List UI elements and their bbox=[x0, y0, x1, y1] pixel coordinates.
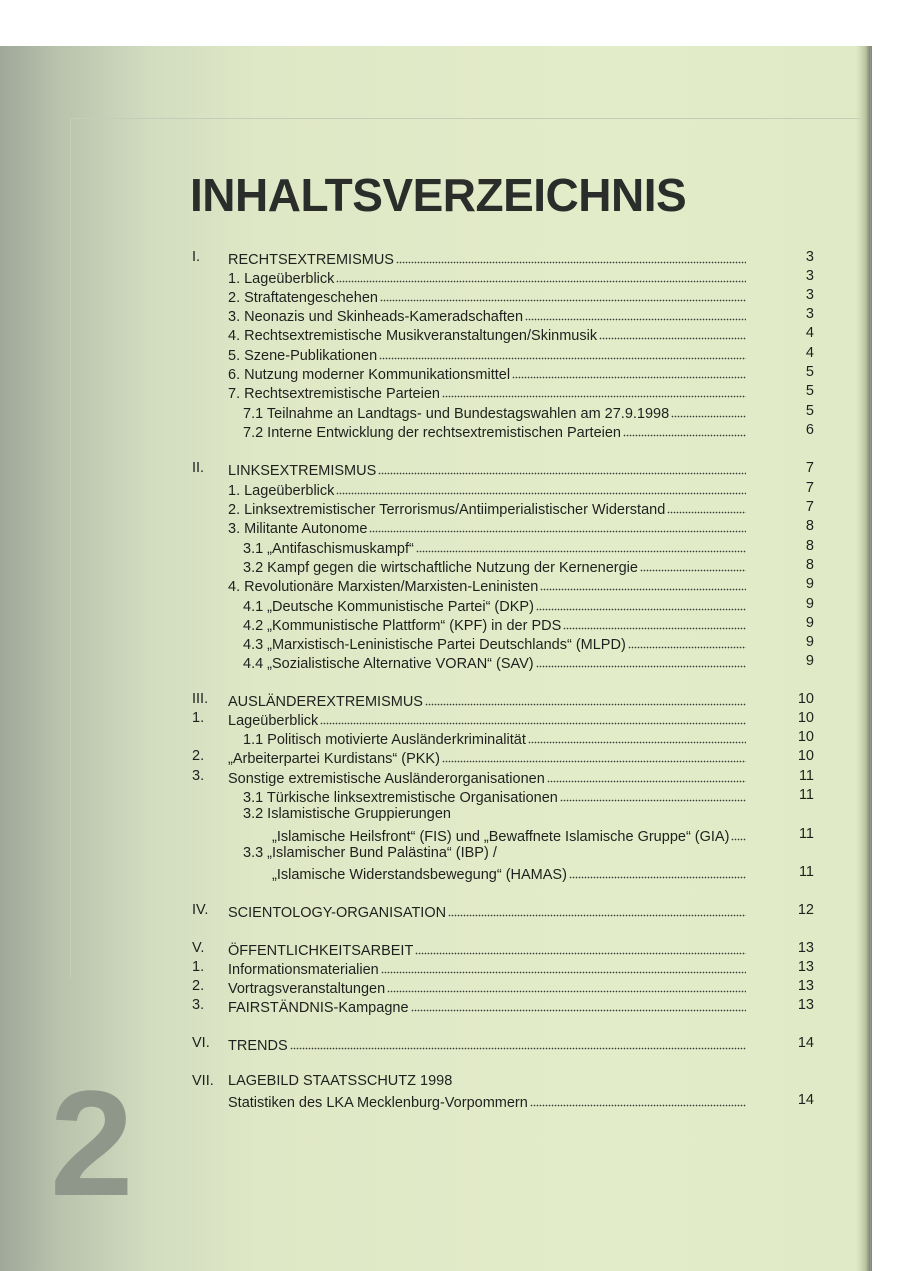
toc-page-number: 3 bbox=[805, 249, 814, 265]
toc-roman: IV. bbox=[192, 902, 209, 918]
toc-roman: I. bbox=[192, 249, 201, 265]
toc-roman: III. bbox=[192, 691, 209, 707]
toc-section-label: LINKSEXTREMISMUS bbox=[228, 463, 377, 479]
toc-section-label: SCIENTOLOGY-ORGANISATION bbox=[228, 905, 447, 921]
toc-section-label: LAGEBILD STAATSSCHUTZ 1998 bbox=[228, 1073, 453, 1089]
toc-roman: II. bbox=[192, 460, 205, 476]
toc-section-label: RECHTSEXTREMISMUS bbox=[228, 252, 394, 268]
toc-section-label: AUSLÄNDEREXTREMISMUS bbox=[228, 694, 423, 710]
toc-section-label: TRENDS bbox=[228, 1038, 288, 1054]
page-number: 2 bbox=[50, 1059, 134, 1227]
toc-section-label: ÖFFENTLICHKEITSARBEIT bbox=[228, 943, 414, 959]
table-of-contents: I. RECHTSEXTREMISMUS 3 1. Lageüberblick 3 2. Straftatengeschehen 3 3. Neonazis und Skinheads-Kameradschaften 3 4. Rechtsextremistische Musikveranstaltungen/Skinmusik 4 5. Szene-Publikationen 4 6. Nutzung moderner Kommunikationsmittel 5 7. Rechtsextremistische Parteien 5 7.1 Teilnahme an Landtags- und Bundestagswahlen am 27.9.1998 5 7.2 Interne Entwicklung der rechtsextremistischen Parteien 6 II. LINKSEXTREMISMUS 7 1. Lageüberblick 7 2. Linksextremistischer Terrorismus/Antiimperialistischer Widerstand 7 3. Militante Autonome 8 3.1 „Antifaschismuskampf“ 8 3.2 Kampf gegen die wirtschaftliche Nutzung der Kernenergie 8 4. Revolutionäre Marxisten/Marxisten-Leninisten 9 4.1 „Deutsche Kommunistische Partei“ (DKP) 9 4.2 „Kommunistische Plattform“ (KPF) in der PDS 9 4.3 „Marxistisch-Leninistische Partei Deutschlands“ (MLPD) 9 4.4 „Sozialistische Alternative VORAN“ (SAV) 9 III. AUSLÄNDEREXTREMISMUS 10 1. Lageüberblick 10 1.1 Politisch motivierte Ausländerkriminalität 10 2. „Arbeiterpartei Kurdistans“ (PKK) 10 3. Sonstige extremistische Ausländerorganisationen 11 3.1 Türkische linksextremistische Organisationen 11 3.2 Islamistische Gruppierungen „Islamische Heilsfront“ (FIS) und „Bewaffnete Islamische Gruppe“ (GIA) 11 3.3 „Islamischer Bund Palästina“ (IBP) / „Islamische Widerstandsbewegung“ (HAMAS) 11 IV. SCIENTOLOGY-ORGANISATION 12 V. ÖFFENTLICHKEITSARBEIT 13 1. Informationsmaterialien 13 2. Vortragsveranstaltungen 13 3. FAIRSTÄNDNIS-Kampagne 13 VI. TRENDS 14 VII. LAGEBILD STAATSSCHUTZ 1998 Statistiken des LKA Mecklenburg-Vorpommern 14 bbox=[192, 249, 814, 1111]
toc-roman: V. bbox=[192, 940, 205, 956]
toc-roman: VII. bbox=[192, 1073, 214, 1089]
page-title: INHALTSVERZEICHNIS bbox=[190, 169, 687, 221]
toc-roman: VI. bbox=[192, 1035, 210, 1051]
